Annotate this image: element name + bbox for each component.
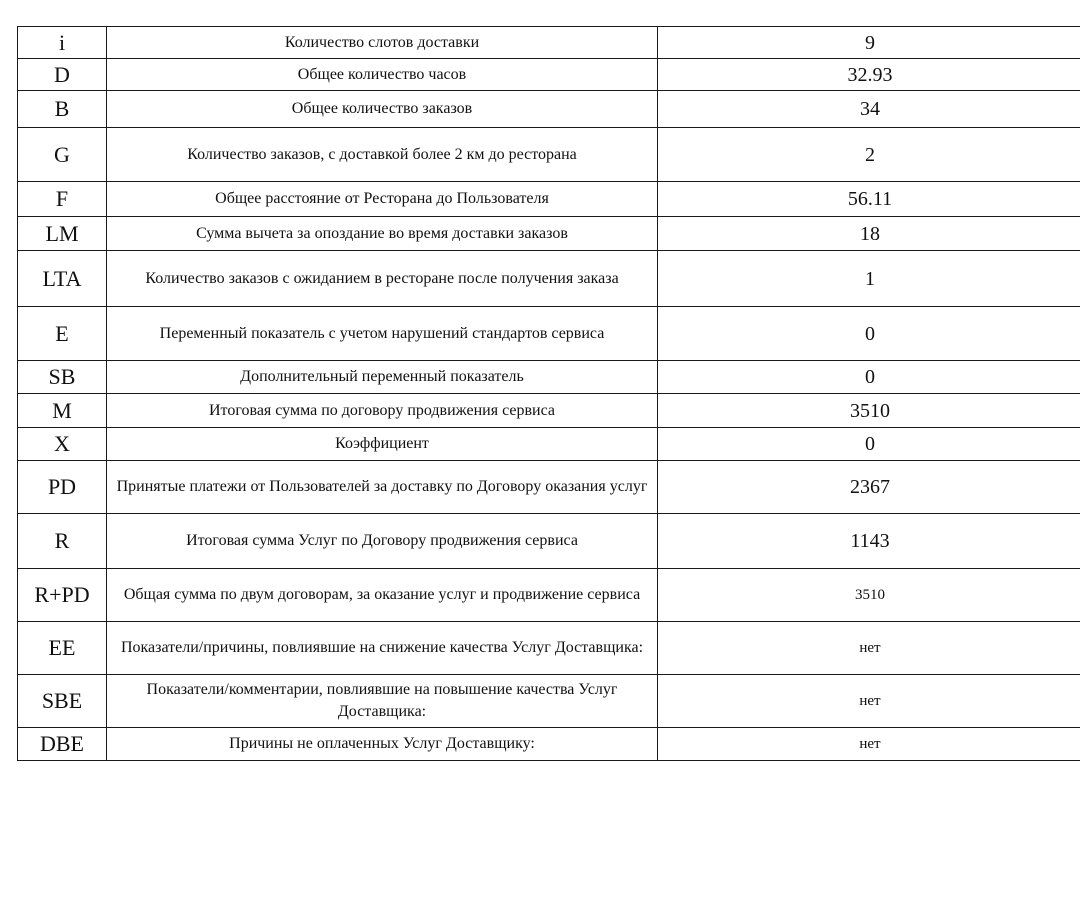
- row-description: Итоговая сумма по договору продвижения сервиса: [107, 394, 658, 428]
- table-row: [18, 728, 1080, 761]
- table-row: [18, 394, 1080, 428]
- row-code: i: [18, 27, 107, 59]
- row-code: SBE: [18, 675, 107, 728]
- row-value: 34: [658, 91, 1080, 128]
- table-row: [18, 27, 1080, 59]
- row-description: Принятые платежи от Пользователей за доставку по Договору оказания услуг: [107, 461, 658, 514]
- row-description: Показатели/причины, повлиявшие на снижение качества Услуг Доставщика:: [107, 622, 658, 675]
- row-description: Причины не оплаченных Услуг Доставщику:: [107, 728, 658, 761]
- row-code: R: [18, 514, 107, 569]
- table-row: [18, 675, 1080, 728]
- row-code: PD: [18, 461, 107, 514]
- row-description: Сумма вычета за опоздание во время доставки заказов: [107, 217, 658, 251]
- row-code: G: [18, 128, 107, 182]
- row-code: B: [18, 91, 107, 128]
- row-value: нет: [658, 728, 1080, 761]
- row-description: Количество заказов, с доставкой более 2 км до ресторана: [107, 128, 658, 182]
- row-code: LTA: [18, 251, 107, 307]
- row-value: 18: [658, 217, 1080, 251]
- row-description: Общее расстояние от Ресторана до Пользователя: [107, 182, 658, 217]
- row-description: Переменный показатель с учетом нарушений стандартов сервиса: [107, 307, 658, 361]
- row-code: X: [18, 428, 107, 461]
- table-row: [18, 361, 1080, 394]
- table-row: [18, 428, 1080, 461]
- row-value: 2: [658, 128, 1080, 182]
- row-value: 3510: [658, 394, 1080, 428]
- row-description: Дополнительный переменный показатель: [107, 361, 658, 394]
- row-value: 0: [658, 428, 1080, 461]
- row-value: 56.11: [658, 182, 1080, 217]
- row-code: D: [18, 59, 107, 91]
- row-description: Количество заказов с ожиданием в ресторане после получения заказа: [107, 251, 658, 307]
- table-row: [18, 59, 1080, 91]
- row-value: нет: [658, 675, 1080, 728]
- table-row: [18, 514, 1080, 569]
- row-value: 3510: [658, 569, 1080, 622]
- row-description: Итоговая сумма Услуг по Договору продвижения сервиса: [107, 514, 658, 569]
- row-value: 1143: [658, 514, 1080, 569]
- row-code: E: [18, 307, 107, 361]
- summary-table: [17, 26, 1080, 761]
- row-description: Общая сумма по двум договорам, за оказание услуг и продвижение сервиса: [107, 569, 658, 622]
- row-value: 32.93: [658, 59, 1080, 91]
- row-code: R+PD: [18, 569, 107, 622]
- row-code: F: [18, 182, 107, 217]
- row-code: LM: [18, 217, 107, 251]
- table-row: [18, 217, 1080, 251]
- table-row: [18, 128, 1080, 182]
- row-description: Показатели/комментарии, повлиявшие на повышение качества Услуг Доставщика:: [107, 675, 658, 728]
- row-description: Общее количество заказов: [107, 91, 658, 128]
- row-value: нет: [658, 622, 1080, 675]
- table-row: [18, 307, 1080, 361]
- row-value: 9: [658, 27, 1080, 59]
- table-row: [18, 569, 1080, 622]
- row-value: 0: [658, 361, 1080, 394]
- row-value: 2367: [658, 461, 1080, 514]
- row-code: SB: [18, 361, 107, 394]
- row-description: Количество слотов доставки: [107, 27, 658, 59]
- row-value: 0: [658, 307, 1080, 361]
- table-row: [18, 622, 1080, 675]
- table-row: [18, 182, 1080, 217]
- row-description: Коэффициент: [107, 428, 658, 461]
- table-row: [18, 91, 1080, 128]
- row-value: 1: [658, 251, 1080, 307]
- row-description: Общее количество часов: [107, 59, 658, 91]
- summary-table-body: [18, 27, 1080, 761]
- table-row: [18, 461, 1080, 514]
- row-code: M: [18, 394, 107, 428]
- row-code: DBE: [18, 728, 107, 761]
- table-row: [18, 251, 1080, 307]
- row-code: EE: [18, 622, 107, 675]
